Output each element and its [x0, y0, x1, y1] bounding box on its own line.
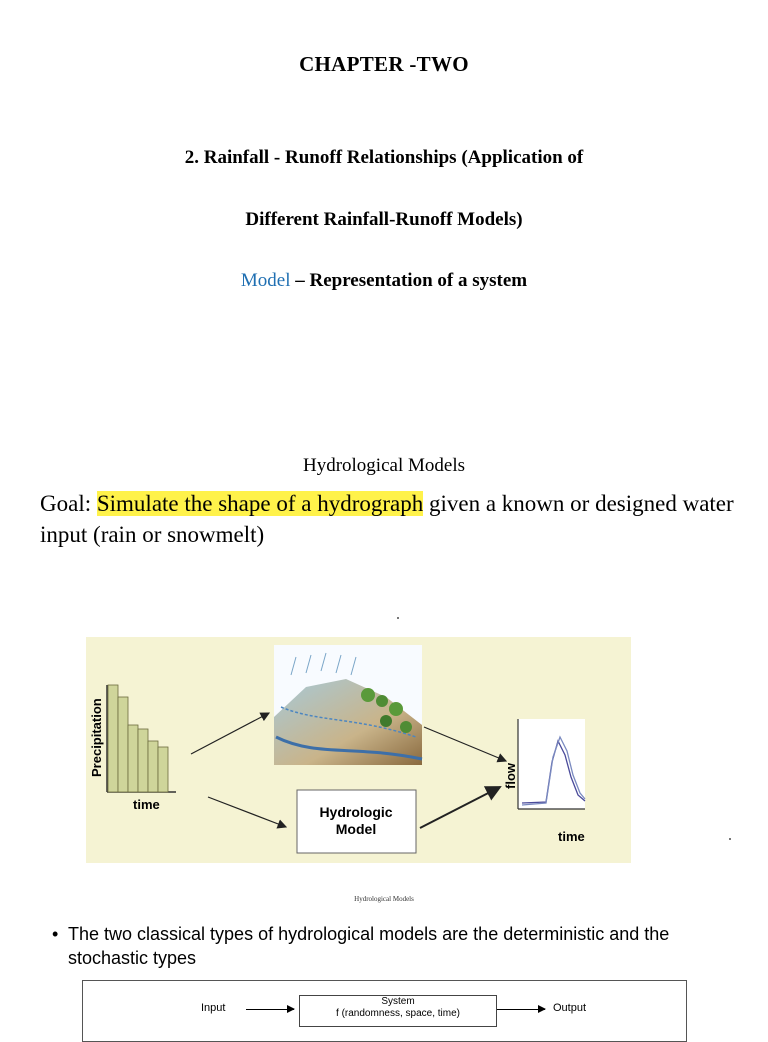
chapter-title: CHAPTER -TWO [299, 52, 469, 76]
bullet-item [52, 922, 742, 970]
precip-bar [158, 747, 168, 792]
model-definition [0, 270, 768, 292]
model-box-line-2: Model [335, 821, 377, 837]
figure-svg [86, 637, 631, 863]
model-box-line-1: Hydrologic [319, 804, 393, 820]
arrow-model-to-flow [420, 787, 500, 828]
model-definition-text: – Representation of a system [290, 270, 528, 291]
watershed-illustration [274, 645, 422, 765]
precip-bar [108, 685, 118, 792]
precip-time-label: time [133, 797, 160, 812]
system-function: f (randomness, space, time) [336, 1008, 460, 1019]
arrow-precip-to-model [208, 797, 286, 827]
stray-dot [397, 617, 399, 619]
section-title: Hydrological Models [302, 455, 465, 476]
output-arrow [497, 1009, 545, 1010]
precip-bar [128, 725, 138, 792]
goal-paragraph [40, 488, 740, 550]
precip-bar [118, 697, 128, 792]
precip-bar [138, 729, 148, 792]
goal-prefix: Goal: [40, 491, 97, 516]
precipitation-bars [108, 685, 168, 792]
chapter-subtitle-line-2: Different Rainfall-Runoff Models) [245, 209, 523, 230]
precip-bar [148, 741, 158, 792]
system-box [299, 995, 497, 1027]
model-term: Model [240, 270, 291, 291]
arrow-watershed-to-flow [424, 727, 506, 761]
bullet-text: The two classical types of hydrological models are the deterministic and the stochastic types [68, 924, 670, 968]
bullet-symbol: • [52, 924, 59, 944]
figure-caption: Hydrological Models [354, 895, 414, 903]
input-label: Input [201, 1002, 226, 1014]
output-label: Output [553, 1002, 587, 1014]
goal-rest: given a known or designed water input (rain or snowmelt) [40, 491, 734, 547]
arrow-precip-to-watershed [191, 713, 269, 754]
hydrological-model-figure [86, 637, 631, 863]
flow-axis-label: flow [503, 763, 518, 789]
precip-axis-label: Precipitation [89, 698, 104, 777]
stray-dot [729, 838, 731, 840]
system-title: System [381, 996, 415, 1007]
input-arrow [246, 1009, 294, 1010]
goal-highlight: Simulate the shape of a hydrograph [96, 491, 424, 516]
hydrograph-time-label: time [558, 829, 585, 844]
system-diagram [82, 980, 687, 1042]
chapter-subtitle-line-1: 2. Rainfall - Runoff Relationships (Application of [184, 147, 584, 168]
